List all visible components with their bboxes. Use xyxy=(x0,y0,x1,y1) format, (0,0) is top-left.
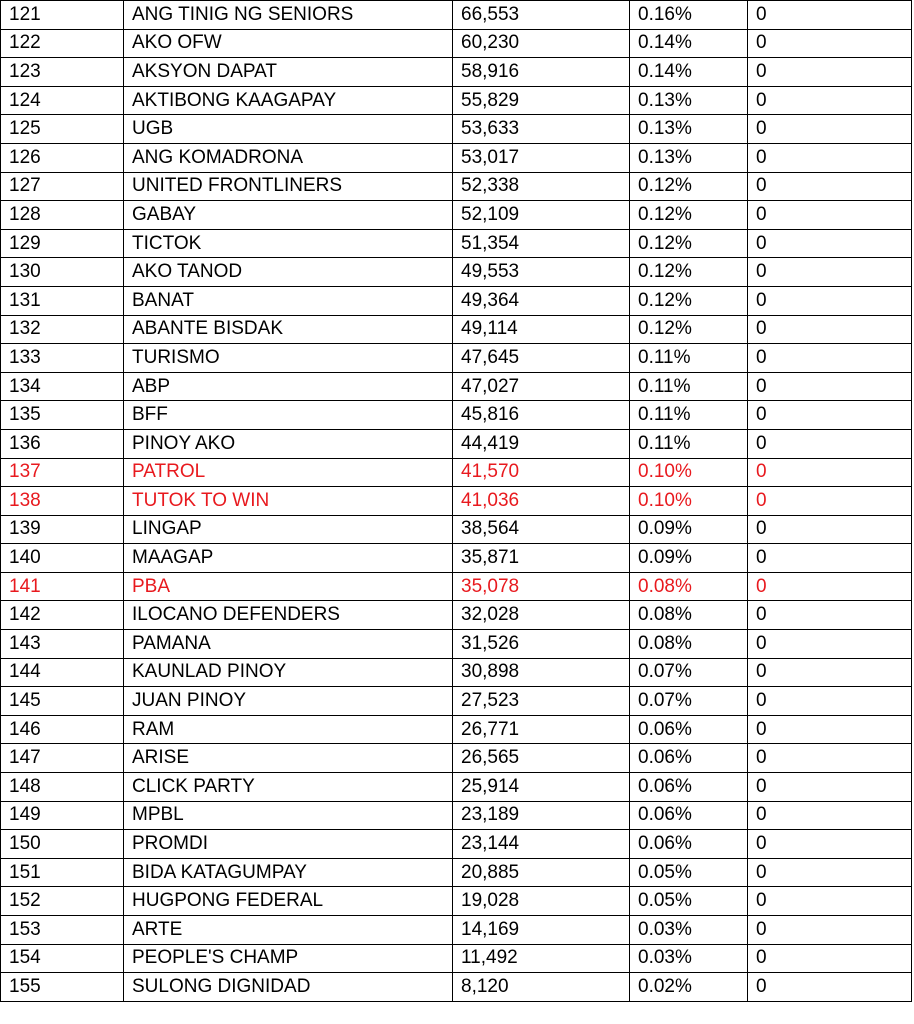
rank-cell: 145 xyxy=(1,687,124,716)
votes-cell: 44,419 xyxy=(453,429,630,458)
table-row xyxy=(1,773,912,802)
votes-cell: 11,492 xyxy=(453,944,630,973)
seats-cell: 0 xyxy=(748,858,912,887)
vote-percentage-cell: 0.11% xyxy=(630,429,748,458)
seats-cell: 0 xyxy=(748,773,912,802)
rank-cell: 139 xyxy=(1,515,124,544)
seats-cell: 0 xyxy=(748,1,912,30)
seats-cell: 0 xyxy=(748,572,912,601)
rank-cell: 122 xyxy=(1,29,124,58)
table-row xyxy=(1,687,912,716)
table-row xyxy=(1,172,912,201)
table-row xyxy=(1,544,912,573)
votes-cell: 49,364 xyxy=(453,286,630,315)
vote-percentage-cell: 0.11% xyxy=(630,372,748,401)
party-name-cell: TICTOK xyxy=(124,229,453,258)
table-row xyxy=(1,58,912,87)
vote-percentage-cell: 0.09% xyxy=(630,515,748,544)
votes-cell: 14,169 xyxy=(453,916,630,945)
votes-cell: 35,078 xyxy=(453,572,630,601)
vote-percentage-cell: 0.14% xyxy=(630,29,748,58)
rank-cell: 142 xyxy=(1,601,124,630)
seats-cell: 0 xyxy=(748,801,912,830)
party-name-cell: ARTE xyxy=(124,916,453,945)
rank-cell: 152 xyxy=(1,887,124,916)
vote-percentage-cell: 0.14% xyxy=(630,58,748,87)
rank-cell: 128 xyxy=(1,201,124,230)
seats-cell: 0 xyxy=(748,744,912,773)
party-name-cell: ABP xyxy=(124,372,453,401)
table-row xyxy=(1,630,912,659)
votes-cell: 52,338 xyxy=(453,172,630,201)
seats-cell: 0 xyxy=(748,944,912,973)
rank-cell: 151 xyxy=(1,858,124,887)
votes-cell: 27,523 xyxy=(453,687,630,716)
rank-cell: 146 xyxy=(1,715,124,744)
votes-cell: 32,028 xyxy=(453,601,630,630)
table-row xyxy=(1,572,912,601)
vote-percentage-cell: 0.12% xyxy=(630,315,748,344)
party-name-cell: MPBL xyxy=(124,801,453,830)
rank-cell: 140 xyxy=(1,544,124,573)
seats-cell: 0 xyxy=(748,315,912,344)
vote-percentage-cell: 0.06% xyxy=(630,830,748,859)
party-name-cell: TURISMO xyxy=(124,344,453,373)
vote-percentage-cell: 0.06% xyxy=(630,744,748,773)
votes-cell: 66,553 xyxy=(453,1,630,30)
votes-cell: 53,633 xyxy=(453,115,630,144)
votes-cell: 35,871 xyxy=(453,544,630,573)
table-row xyxy=(1,344,912,373)
votes-cell: 47,027 xyxy=(453,372,630,401)
rank-cell: 124 xyxy=(1,86,124,115)
rank-cell: 149 xyxy=(1,801,124,830)
party-name-cell: SULONG DIGNIDAD xyxy=(124,973,453,1002)
table-row xyxy=(1,429,912,458)
votes-cell: 25,914 xyxy=(453,773,630,802)
party-name-cell: AKO OFW xyxy=(124,29,453,58)
seats-cell: 0 xyxy=(748,429,912,458)
party-name-cell: CLICK PARTY xyxy=(124,773,453,802)
table-row xyxy=(1,601,912,630)
vote-percentage-cell: 0.13% xyxy=(630,86,748,115)
rank-cell: 147 xyxy=(1,744,124,773)
party-name-cell: ILOCANO DEFENDERS xyxy=(124,601,453,630)
vote-percentage-cell: 0.13% xyxy=(630,115,748,144)
votes-cell: 58,916 xyxy=(453,58,630,87)
table-row xyxy=(1,229,912,258)
party-name-cell: RAM xyxy=(124,715,453,744)
party-name-cell: AKTIBONG KAAGAPAY xyxy=(124,86,453,115)
seats-cell: 0 xyxy=(748,916,912,945)
seats-cell: 0 xyxy=(748,544,912,573)
table-row xyxy=(1,858,912,887)
table-row xyxy=(1,1,912,30)
table-row xyxy=(1,715,912,744)
rank-cell: 131 xyxy=(1,286,124,315)
party-name-cell: AKO TANOD xyxy=(124,258,453,287)
seats-cell: 0 xyxy=(748,86,912,115)
table-row xyxy=(1,916,912,945)
rank-cell: 126 xyxy=(1,143,124,172)
seats-cell: 0 xyxy=(748,487,912,516)
vote-percentage-cell: 0.12% xyxy=(630,172,748,201)
party-name-cell: ANG TINIG NG SENIORS xyxy=(124,1,453,30)
rank-cell: 141 xyxy=(1,572,124,601)
rank-cell: 127 xyxy=(1,172,124,201)
vote-percentage-cell: 0.02% xyxy=(630,973,748,1002)
vote-percentage-cell: 0.06% xyxy=(630,801,748,830)
rank-cell: 143 xyxy=(1,630,124,659)
party-name-cell: PROMDI xyxy=(124,830,453,859)
vote-percentage-cell: 0.06% xyxy=(630,773,748,802)
seats-cell: 0 xyxy=(748,830,912,859)
seats-cell: 0 xyxy=(748,601,912,630)
seats-cell: 0 xyxy=(748,172,912,201)
seats-cell: 0 xyxy=(748,344,912,373)
party-name-cell: MAAGAP xyxy=(124,544,453,573)
votes-cell: 45,816 xyxy=(453,401,630,430)
votes-cell: 41,570 xyxy=(453,458,630,487)
votes-cell: 51,354 xyxy=(453,229,630,258)
votes-cell: 19,028 xyxy=(453,887,630,916)
party-name-cell: PATROL xyxy=(124,458,453,487)
seats-cell: 0 xyxy=(748,887,912,916)
table-row xyxy=(1,658,912,687)
votes-cell: 20,885 xyxy=(453,858,630,887)
table-row xyxy=(1,372,912,401)
seats-cell: 0 xyxy=(748,515,912,544)
vote-percentage-cell: 0.03% xyxy=(630,944,748,973)
rank-cell: 130 xyxy=(1,258,124,287)
vote-percentage-cell: 0.08% xyxy=(630,601,748,630)
rank-cell: 136 xyxy=(1,429,124,458)
rank-cell: 153 xyxy=(1,916,124,945)
seats-cell: 0 xyxy=(748,715,912,744)
votes-cell: 53,017 xyxy=(453,143,630,172)
seats-cell: 0 xyxy=(748,973,912,1002)
votes-cell: 30,898 xyxy=(453,658,630,687)
votes-cell: 49,114 xyxy=(453,315,630,344)
rank-cell: 138 xyxy=(1,487,124,516)
votes-cell: 23,144 xyxy=(453,830,630,859)
party-name-cell: PEOPLE'S CHAMP xyxy=(124,944,453,973)
results-table-body xyxy=(1,1,912,1002)
party-name-cell: JUAN PINOY xyxy=(124,687,453,716)
seats-cell: 0 xyxy=(748,630,912,659)
table-row xyxy=(1,801,912,830)
table-row xyxy=(1,401,912,430)
votes-cell: 38,564 xyxy=(453,515,630,544)
vote-percentage-cell: 0.07% xyxy=(630,658,748,687)
vote-percentage-cell: 0.09% xyxy=(630,544,748,573)
rank-cell: 155 xyxy=(1,973,124,1002)
votes-cell: 47,645 xyxy=(453,344,630,373)
seats-cell: 0 xyxy=(748,286,912,315)
rank-cell: 144 xyxy=(1,658,124,687)
votes-cell: 26,565 xyxy=(453,744,630,773)
votes-cell: 41,036 xyxy=(453,487,630,516)
party-name-cell: BIDA KATAGUMPAY xyxy=(124,858,453,887)
rank-cell: 129 xyxy=(1,229,124,258)
vote-percentage-cell: 0.13% xyxy=(630,143,748,172)
seats-cell: 0 xyxy=(748,258,912,287)
vote-percentage-cell: 0.12% xyxy=(630,258,748,287)
party-name-cell: PINOY AKO xyxy=(124,429,453,458)
table-row xyxy=(1,830,912,859)
table-row xyxy=(1,887,912,916)
vote-percentage-cell: 0.12% xyxy=(630,201,748,230)
party-name-cell: BANAT xyxy=(124,286,453,315)
party-name-cell: AKSYON DAPAT xyxy=(124,58,453,87)
seats-cell: 0 xyxy=(748,201,912,230)
table-row xyxy=(1,515,912,544)
table-row xyxy=(1,86,912,115)
party-name-cell: HUGPONG FEDERAL xyxy=(124,887,453,916)
table-row xyxy=(1,258,912,287)
party-name-cell: KAUNLAD PINOY xyxy=(124,658,453,687)
vote-percentage-cell: 0.05% xyxy=(630,887,748,916)
table-row xyxy=(1,201,912,230)
seats-cell: 0 xyxy=(748,458,912,487)
table-row xyxy=(1,29,912,58)
seats-cell: 0 xyxy=(748,143,912,172)
rank-cell: 121 xyxy=(1,1,124,30)
party-name-cell: GABAY xyxy=(124,201,453,230)
votes-cell: 60,230 xyxy=(453,29,630,58)
rank-cell: 125 xyxy=(1,115,124,144)
vote-percentage-cell: 0.11% xyxy=(630,401,748,430)
votes-cell: 8,120 xyxy=(453,973,630,1002)
table-row xyxy=(1,315,912,344)
seats-cell: 0 xyxy=(748,687,912,716)
vote-percentage-cell: 0.10% xyxy=(630,487,748,516)
table-row xyxy=(1,973,912,1002)
table-row xyxy=(1,458,912,487)
table-row xyxy=(1,487,912,516)
party-name-cell: ABANTE BISDAK xyxy=(124,315,453,344)
table-row xyxy=(1,286,912,315)
vote-percentage-cell: 0.08% xyxy=(630,630,748,659)
vote-percentage-cell: 0.11% xyxy=(630,344,748,373)
vote-percentage-cell: 0.03% xyxy=(630,916,748,945)
table-row xyxy=(1,944,912,973)
table-row xyxy=(1,143,912,172)
vote-percentage-cell: 0.08% xyxy=(630,572,748,601)
rank-cell: 133 xyxy=(1,344,124,373)
rank-cell: 132 xyxy=(1,315,124,344)
votes-cell: 49,553 xyxy=(453,258,630,287)
seats-cell: 0 xyxy=(748,58,912,87)
seats-cell: 0 xyxy=(748,401,912,430)
votes-cell: 55,829 xyxy=(453,86,630,115)
party-name-cell: PAMANA xyxy=(124,630,453,659)
seats-cell: 0 xyxy=(748,229,912,258)
vote-percentage-cell: 0.07% xyxy=(630,687,748,716)
vote-percentage-cell: 0.06% xyxy=(630,715,748,744)
party-name-cell: LINGAP xyxy=(124,515,453,544)
votes-cell: 23,189 xyxy=(453,801,630,830)
vote-percentage-cell: 0.16% xyxy=(630,1,748,30)
seats-cell: 0 xyxy=(748,115,912,144)
rank-cell: 137 xyxy=(1,458,124,487)
seats-cell: 0 xyxy=(748,29,912,58)
party-name-cell: BFF xyxy=(124,401,453,430)
rank-cell: 123 xyxy=(1,58,124,87)
vote-percentage-cell: 0.10% xyxy=(630,458,748,487)
rank-cell: 150 xyxy=(1,830,124,859)
party-name-cell: UGB xyxy=(124,115,453,144)
rank-cell: 154 xyxy=(1,944,124,973)
rank-cell: 148 xyxy=(1,773,124,802)
vote-percentage-cell: 0.12% xyxy=(630,229,748,258)
table-row xyxy=(1,115,912,144)
party-name-cell: ANG KOMADRONA xyxy=(124,143,453,172)
vote-percentage-cell: 0.12% xyxy=(630,286,748,315)
rank-cell: 135 xyxy=(1,401,124,430)
seats-cell: 0 xyxy=(748,372,912,401)
party-name-cell: ARISE xyxy=(124,744,453,773)
vote-percentage-cell: 0.05% xyxy=(630,858,748,887)
party-name-cell: PBA xyxy=(124,572,453,601)
party-name-cell: TUTOK TO WIN xyxy=(124,487,453,516)
table-row xyxy=(1,744,912,773)
rank-cell: 134 xyxy=(1,372,124,401)
party-name-cell: UNITED FRONTLINERS xyxy=(124,172,453,201)
seats-cell: 0 xyxy=(748,658,912,687)
votes-cell: 52,109 xyxy=(453,201,630,230)
votes-cell: 31,526 xyxy=(453,630,630,659)
votes-cell: 26,771 xyxy=(453,715,630,744)
